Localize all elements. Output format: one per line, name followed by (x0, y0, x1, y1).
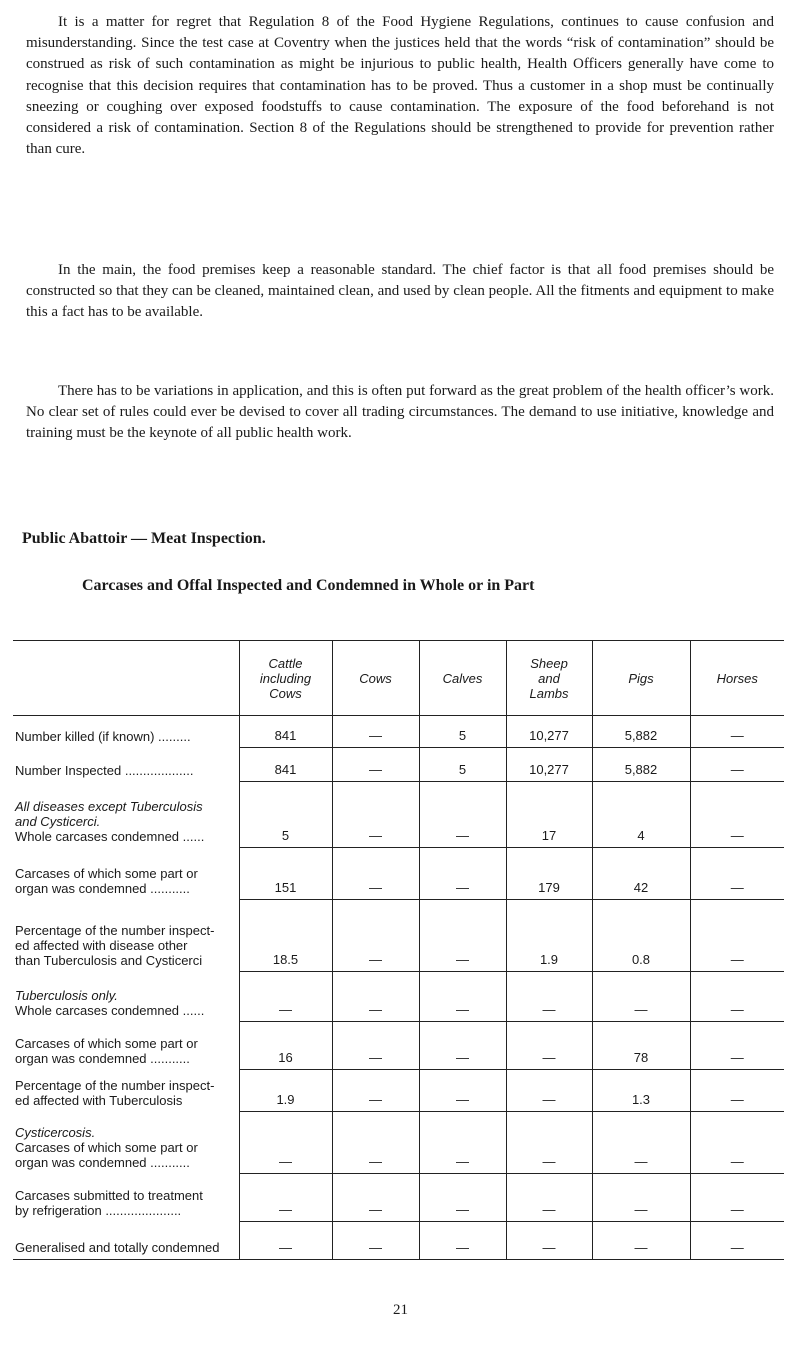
table-cell: — (419, 1112, 506, 1174)
table-cell: — (239, 972, 332, 1022)
column-header-line: including (259, 670, 312, 686)
row-label-line: Percentage of the number inspect- (15, 1077, 215, 1093)
table-cell: 5,882 (592, 748, 690, 782)
table-cell: 5 (419, 748, 506, 782)
table-cell: — (506, 1174, 592, 1222)
column-header (506, 641, 592, 716)
row-category-label: All diseases except Tuberculosis (15, 798, 203, 814)
row-label (13, 848, 239, 900)
table-cell: — (419, 1022, 506, 1070)
row-label (13, 1022, 239, 1070)
row-label-line: Whole carcases condemned ...... (15, 1002, 205, 1018)
table-cell: — (419, 782, 506, 848)
table-cell: — (332, 1022, 419, 1070)
row-label-line: Number Inspected ................... (15, 762, 194, 778)
row-label-line: Whole carcases condemned ...... (15, 828, 205, 844)
table-cell: — (506, 1222, 592, 1260)
table-cell: — (419, 1070, 506, 1112)
meat-inspection-table (13, 640, 784, 1260)
table-row (13, 848, 784, 900)
row-label (13, 1070, 239, 1112)
table-cell: — (239, 1222, 332, 1260)
table-cell: — (690, 782, 784, 848)
section-heading: Public Abattoir — Meat Inspection. (22, 530, 266, 547)
page-number: 21 (393, 1302, 408, 1318)
column-header-line: Cows (269, 685, 302, 701)
row-category-label: Cysticercosis. (15, 1124, 96, 1140)
table-cell: — (690, 900, 784, 972)
column-header-line: Horses (716, 670, 758, 686)
table-cell: — (332, 782, 419, 848)
table-cell: 16 (239, 1022, 332, 1070)
row-label-line: ed affected with disease other (15, 937, 188, 953)
table-cell: 1.9 (239, 1070, 332, 1112)
row-label-line: Carcases of which some part or (15, 865, 198, 881)
table-cell: — (419, 972, 506, 1022)
table-cell: — (690, 716, 784, 748)
column-header (332, 641, 419, 716)
table-cell: — (332, 716, 419, 748)
table-row (13, 748, 784, 782)
table-cell: 1.3 (592, 1070, 690, 1112)
row-label-line: Number killed (if known) ......... (15, 728, 191, 744)
table-cell: 42 (592, 848, 690, 900)
row-label (13, 972, 239, 1022)
table-body (13, 716, 784, 1260)
table-row (13, 972, 784, 1022)
table-cell: 18.5 (239, 900, 332, 972)
table-cell: 10,277 (506, 748, 592, 782)
table-cell: 1.9 (506, 900, 592, 972)
table-cell: — (592, 1222, 690, 1260)
row-label-line: Generalised and totally condemned (15, 1240, 220, 1255)
table-cell: — (239, 1174, 332, 1222)
table-cell: — (690, 1222, 784, 1260)
table-cell: 179 (506, 848, 592, 900)
row-category-label: and Cysticerci. (15, 813, 101, 829)
paragraph-regulation-8: It is a matter for regret that Regulation 8 of the Food Hygiene Regulations, continues to cause confusion and misunderstanding. Since the test case at Coventry when the justices held that the words “risk of contamination” should be construed as risk of such contamination as might be injurious to public health, Health Officers generally have come to recognise that this decision requires that contamination has to be proved. Thus a customer in a shop must be continually sneezing or coughing over exposed foodstuffs to cause contamination. The exposure of the food beforehand is not considered a risk of contamination. Section 8 of the Regulations should be strengthened to provide for prevention rather than cure. (26, 14, 774, 158)
header-stub (13, 641, 239, 716)
table-cell: — (690, 1070, 784, 1112)
table-cell: 4 (592, 782, 690, 848)
table-cell: — (506, 1022, 592, 1070)
table-cell: — (419, 1174, 506, 1222)
row-label-line: than Tuberculosis and Cysticerci (15, 952, 203, 968)
table-cell: — (332, 1112, 419, 1174)
table-cell: — (332, 972, 419, 1022)
table-cell: — (419, 1222, 506, 1260)
row-label-line: Percentage of the number inspect- (15, 922, 215, 938)
column-header-line: Calves (442, 670, 483, 686)
table-cell: 151 (239, 848, 332, 900)
column-header (239, 641, 332, 716)
table-cell: — (592, 1112, 690, 1174)
table-cell: — (690, 972, 784, 1022)
table-header (13, 641, 784, 716)
paragraph-food-premises: In the main, the food premises keep a reasonable standard. The chief factor is that all food premises should be constructed so that they can be cleaned, maintained clean, and used by clean people. All the fitments and equipment to make this a fact has to be available. (26, 262, 774, 321)
table-cell: — (419, 900, 506, 972)
column-header-line: Cows (359, 670, 392, 686)
column-header (419, 641, 506, 716)
column-header-line: Cattle (268, 655, 303, 671)
table-cell: — (332, 1174, 419, 1222)
table-cell: — (690, 848, 784, 900)
column-header-line: and (538, 670, 560, 686)
row-label-line: Carcases of which some part or (15, 1035, 198, 1051)
table-row (13, 1174, 784, 1222)
column-header (592, 641, 690, 716)
table-cell: — (592, 1174, 690, 1222)
table-cell: — (690, 748, 784, 782)
column-header (690, 641, 784, 716)
column-header-line: Pigs (628, 670, 654, 686)
column-header-line: Sheep (530, 655, 568, 671)
row-label (13, 782, 239, 848)
table-cell: — (332, 900, 419, 972)
table-cell: — (506, 1070, 592, 1112)
row-label-line: organ was condemned ........... (15, 1154, 190, 1170)
row-label-line: organ was condemned ........... (15, 880, 190, 896)
row-label-line: Carcases of which some part or (15, 1139, 198, 1155)
table-cell: — (332, 1222, 419, 1260)
table-cell: 0.8 (592, 900, 690, 972)
table-cell: 17 (506, 782, 592, 848)
row-category-label: Tuberculosis only. (15, 987, 118, 1003)
table-row (13, 1222, 784, 1260)
table-cell: 841 (239, 748, 332, 782)
table-cell: — (690, 1174, 784, 1222)
row-label (13, 748, 239, 782)
table-row (13, 782, 784, 848)
table-cell: — (239, 1112, 332, 1174)
row-label-line: by refrigeration ..................... (15, 1202, 182, 1218)
row-label (13, 1174, 239, 1222)
column-header-line: Lambs (529, 685, 569, 701)
table-cell: — (690, 1022, 784, 1070)
header-row (13, 641, 784, 716)
table-heading: Carcases and Offal Inspected and Condemned in Whole or in Part (82, 577, 535, 594)
table-cell: 841 (239, 716, 332, 748)
table-row (13, 716, 784, 748)
table-cell: 10,277 (506, 716, 592, 748)
table-cell: 5,882 (592, 716, 690, 748)
table-row (13, 1112, 784, 1174)
paragraph-variations: There has to be variations in application, and this is often put forward as the great problem of the health officer’s work. No clear set of rules could ever be devised to cover all trading circumstances. The demand to use initiative, knowledge and training must be the keynote of all public health work. (26, 383, 774, 442)
table-row (13, 1070, 784, 1112)
table-cell: — (332, 848, 419, 900)
table-cell: — (592, 972, 690, 1022)
table-cell: — (419, 848, 506, 900)
row-label (13, 716, 239, 748)
row-label-line: Carcases submitted to treatment (15, 1187, 203, 1203)
row-label (13, 1222, 239, 1260)
table-row (13, 900, 784, 972)
table-cell: — (690, 1112, 784, 1174)
table-cell: 5 (239, 782, 332, 848)
row-label (13, 900, 239, 972)
table-cell: — (506, 972, 592, 1022)
table-cell: — (332, 748, 419, 782)
row-label-line: ed affected with Tuberculosis (15, 1092, 183, 1108)
row-label (13, 1112, 239, 1174)
row-label-line: organ was condemned ........... (15, 1050, 190, 1066)
table-cell: 5 (419, 716, 506, 748)
table-cell: — (506, 1112, 592, 1174)
table-row (13, 1022, 784, 1070)
table-cell: 78 (592, 1022, 690, 1070)
table-cell: — (332, 1070, 419, 1112)
